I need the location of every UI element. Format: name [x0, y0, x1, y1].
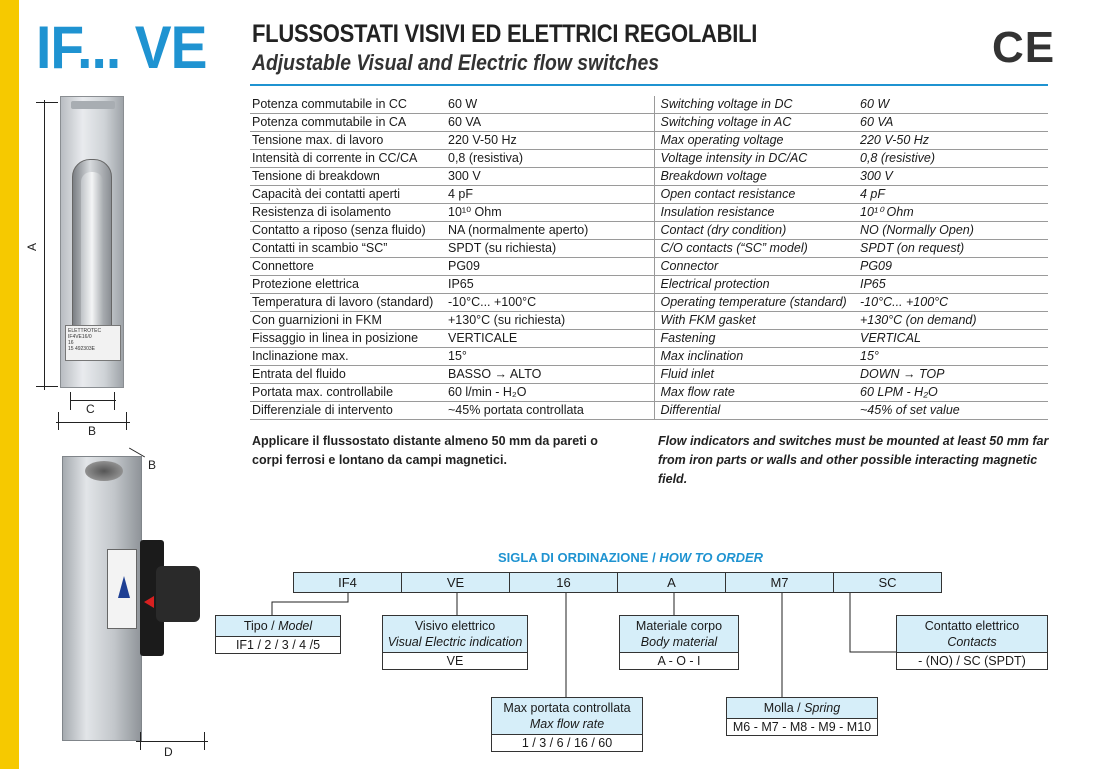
spec-label-en: Switching voltage in AC	[654, 114, 858, 132]
spec-value-en: ~45% of set value	[858, 402, 1048, 420]
ce-mark-logo: CE	[992, 23, 1056, 72]
spec-value-en: 60 LPM - H₂O	[858, 384, 1048, 402]
spec-value-it: NA (normalmente aperto)	[446, 222, 654, 240]
spec-label-en: Breakdown voltage	[654, 168, 858, 186]
spec-value-it: -10°C... +100°C	[446, 294, 654, 312]
option-visual-en: Visual Electric indication	[387, 635, 523, 649]
option-spring-values: M6 - M7 - M8 - M9 - M10	[727, 719, 877, 735]
spec-value-en: 300 V	[858, 168, 1048, 186]
option-visual-head	[383, 616, 527, 653]
spec-label-it: Entrata del fluido	[250, 366, 446, 384]
option-model	[215, 615, 341, 654]
spec-label-it: Con guarnizioni in FKM	[250, 312, 446, 330]
spec-label-it: Potenza commutabile in CA	[250, 114, 446, 132]
option-spring	[726, 697, 878, 736]
option-model-en: Model	[278, 619, 313, 633]
option-material-en: Body material	[640, 635, 718, 649]
spec-label-en: Voltage intensity in DC/AC	[654, 150, 858, 168]
option-model-values: IF1 / 2 / 3 / 4 /5	[216, 637, 340, 653]
spec-value-en: SPDT (on request)	[858, 240, 1048, 258]
dim-b-label: B	[88, 424, 97, 438]
spec-label-en: C/O contacts (“SC” model)	[654, 240, 858, 258]
how-to-order-title-it: SIGLA DI ORDINAZIONE /	[498, 550, 660, 565]
spec-label-it: Contatti in scambio “SC”	[250, 240, 446, 258]
nameplate-model: IF4VE16/0	[68, 334, 92, 340]
option-spring-it: Molla /	[763, 701, 805, 715]
spec-value-it: 0,8 (resistiva)	[446, 150, 654, 168]
title-italian: FLUSSOSTATI VISIVI ED ELETTRICI REGOLABILI	[252, 20, 758, 48]
spec-value-it: PG09	[446, 258, 654, 276]
option-contacts	[896, 615, 1048, 670]
dim-a-label: A	[25, 242, 40, 252]
spec-label-it: Temperatura di lavoro (standard)	[250, 294, 446, 312]
spec-label-it: Contatto a riposo (senza fluido)	[250, 222, 446, 240]
nameplate-brand: ELETTROTEC	[68, 328, 102, 334]
spec-label-it: Protezione elettrica	[250, 276, 446, 294]
spec-label-it: Differenziale di intervento	[250, 402, 446, 420]
option-model-it: Tipo /	[243, 619, 279, 633]
spec-value-it: VERTICALE	[446, 330, 654, 348]
option-flow-rate	[491, 697, 643, 752]
spec-value-en: 15°	[858, 348, 1048, 366]
spec-label-en: Electrical protection	[654, 276, 858, 294]
spec-label-en: Max inclination	[654, 348, 858, 366]
dim-c-label: C	[86, 402, 95, 416]
spec-label-it: Tensione di breakdown	[250, 168, 446, 186]
spec-value-it: SPDT (su richiesta)	[446, 240, 654, 258]
option-model-head	[216, 616, 340, 637]
order-code-flow-rate: 16	[509, 572, 618, 593]
spec-value-en: 60 W	[858, 96, 1048, 114]
order-code-model: IF4	[293, 572, 402, 593]
option-visual-values: VE	[383, 653, 527, 669]
spec-label-it: Portata max. controllabile	[250, 384, 446, 402]
spec-label-en: Switching voltage in DC	[654, 96, 858, 114]
spec-value-en: VERTICAL	[858, 330, 1048, 348]
spec-label-en: Max operating voltage	[654, 132, 858, 150]
spec-value-it: 220 V-50 Hz	[446, 132, 654, 150]
mounting-note-italian: Applicare il flussostato distante almeno 50 mm da pareti o corpi ferrosi e lontano da campi magnetici.	[252, 434, 598, 467]
spec-label-it: Potenza commutabile in CC	[250, 96, 446, 114]
product-series-title: IF... VE	[36, 14, 207, 81]
option-flow-rate-head	[492, 698, 642, 735]
spec-label-it: Connettore	[250, 258, 446, 276]
option-contacts-it: Contatto elettrico	[924, 619, 1020, 633]
option-contacts-head	[897, 616, 1047, 653]
option-flow-rate-it: Max portata controllata	[503, 701, 631, 715]
dim-b-side-label: B	[148, 458, 157, 472]
spec-value-en: IP65	[858, 276, 1048, 294]
option-material-values: A - O - I	[620, 653, 738, 669]
spec-value-it: ~45% portata controllata	[446, 402, 654, 420]
option-material-head	[620, 616, 738, 653]
spec-label-it: Capacità dei contatti aperti	[250, 186, 446, 204]
spec-label-en: Connector	[654, 258, 858, 276]
spec-value-en: 220 V-50 Hz	[858, 132, 1048, 150]
option-contacts-en: Contacts	[947, 635, 997, 649]
spec-label-en: Contact (dry condition)	[654, 222, 858, 240]
spec-label-it: Fissaggio in linea in posizione	[250, 330, 446, 348]
order-code-spring: M7	[725, 572, 834, 593]
option-contacts-values: - (NO) / SC (SPDT)	[897, 653, 1047, 669]
order-code-contacts: SC	[833, 572, 942, 593]
option-spring-head	[727, 698, 877, 719]
spec-value-en: 4 pF	[858, 186, 1048, 204]
spec-label-en: With FKM gasket	[654, 312, 858, 330]
spec-label-it: Resistenza di isolamento	[250, 204, 446, 222]
spec-label-en: Insulation resistance	[654, 204, 858, 222]
order-code-material: A	[617, 572, 726, 593]
spec-value-en: 0,8 (resistive)	[858, 150, 1048, 168]
spec-label-en: Max flow rate	[654, 384, 858, 402]
spec-value-en: PG09	[858, 258, 1048, 276]
mounting-note-english: Flow indicators and switches must be mounted at least 50 mm far from iron parts or walls and other possible interacting magnetic field.	[658, 434, 1049, 486]
spec-label-en: Fluid inlet	[654, 366, 858, 384]
order-code-indication: VE	[401, 572, 510, 593]
spec-value-it: 60 l/min - H₂O	[446, 384, 654, 402]
spec-value-en: 10¹⁰ Ohm	[858, 204, 1048, 222]
spec-value-en: NO (Normally Open)	[858, 222, 1048, 240]
option-visual-it: Visivo elettrico	[414, 619, 496, 633]
spec-value-it: 60 W	[446, 96, 654, 114]
spec-value-en: -10°C... +100°C	[858, 294, 1048, 312]
option-material	[619, 615, 739, 670]
option-material-it: Materiale corpo	[635, 619, 723, 633]
spec-value-en: +130°C (on demand)	[858, 312, 1048, 330]
spec-value-it: 300 V	[446, 168, 654, 186]
spec-value-it: 10¹⁰ Ohm	[446, 204, 654, 222]
option-spring-en: Spring	[804, 701, 841, 715]
option-visual	[382, 615, 528, 670]
how-to-order-title-en: HOW TO ORDER	[659, 550, 764, 565]
spec-label-en: Fastening	[654, 330, 858, 348]
spec-value-it: 15°	[446, 348, 654, 366]
dim-d-label: D	[164, 745, 173, 759]
spec-label-en: Operating temperature (standard)	[654, 294, 858, 312]
spec-value-it: +130°C (su richiesta)	[446, 312, 654, 330]
nameplate-line2: 16	[68, 340, 74, 346]
spec-value-it: IP65	[446, 276, 654, 294]
spec-value-en: 60 VA	[858, 114, 1048, 132]
spec-label-it: Inclinazione max.	[250, 348, 446, 366]
option-flow-rate-en: Max flow rate	[529, 717, 605, 731]
spec-label-it: Intensità di corrente in CC/CA	[250, 150, 446, 168]
nameplate-line3: 15 492303E	[68, 346, 95, 352]
spec-value-it: 60 VA	[446, 114, 654, 132]
title-english: Adjustable Visual and Electric flow switches	[252, 50, 660, 75]
spec-value-it: 4 pF	[446, 186, 654, 204]
option-flow-rate-values: 1 / 3 / 6 / 16 / 60	[492, 735, 642, 751]
spec-label-en: Open contact resistance	[654, 186, 858, 204]
spec-value-en: DOWN → TOP	[858, 366, 1048, 384]
spec-value-it: BASSO → ALTO	[446, 366, 654, 384]
spec-label-en: Differential	[654, 402, 858, 420]
spec-label-it: Tensione max. di lavoro	[250, 132, 446, 150]
